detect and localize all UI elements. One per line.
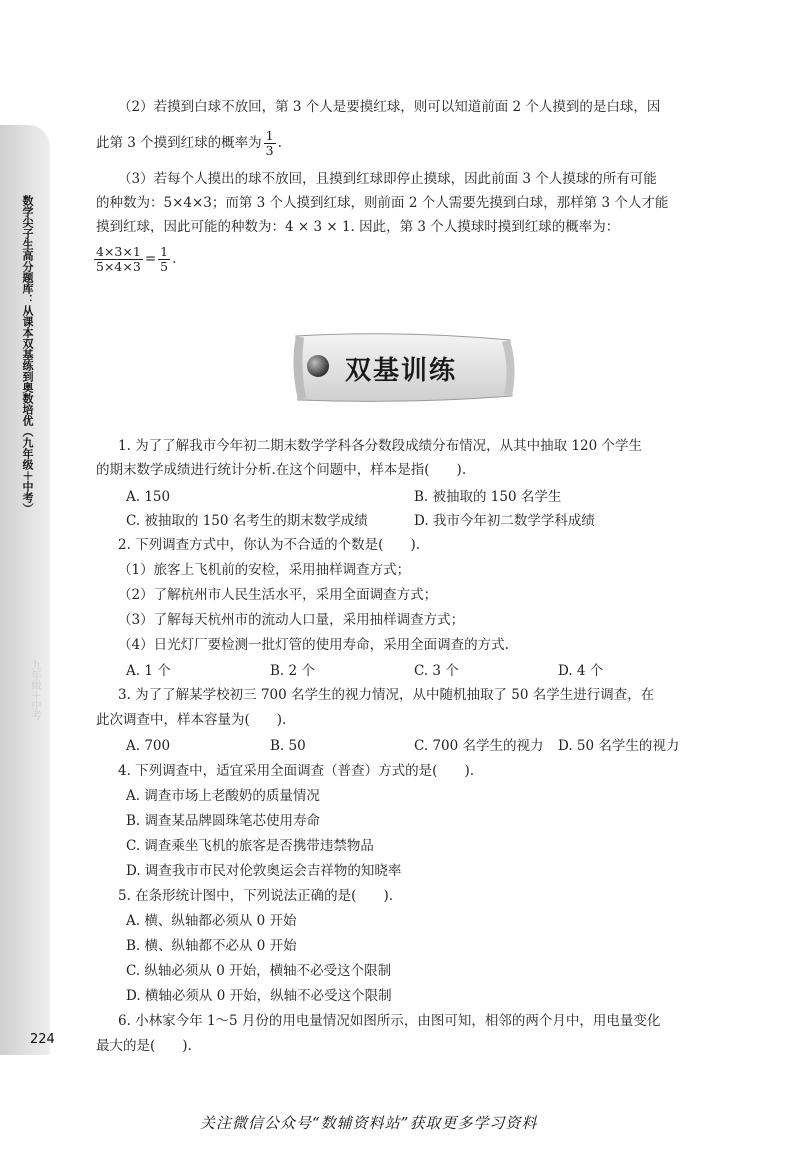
frac-numerator: 1 [265,128,274,143]
solution-p2-text: 此第 3 个摸到红球的概率为 [96,135,262,151]
q6-line1: 6. 小林家今年 1～5 月份的用电量情况如图所示，由图可知，相邻的两个月中，用电量变化 [118,1013,661,1029]
frac-denominator: 5×4×3 [96,259,141,274]
q3-line2: 此次调查中，样本容量为( ). [96,712,287,728]
q2-item3: （3）了解每天杭州市的流动人口量，采用抽样调查方式； [118,612,465,628]
q3-option-c: C. 700 名学生的视力 [414,738,544,754]
solution-p2-line1: （2）若摸到白球不放回，第 3 个人是要摸红球，则可以知道前面 2 个人摸到的是白球，因 [118,99,661,115]
q5-line1: 5. 在条形统计图中，下列说法正确的是( ). [118,888,393,904]
ball-icon [307,355,329,377]
q1-option-b: B. 被抽取的 150 名学生 [414,489,562,505]
solution-p3-fraction-line [92,244,176,274]
solution-p2-line2 [96,128,282,158]
book-title-vertical: 数学尖子生高分题库：从课本双基练到奥数培优（九年级＋中考） [21,195,34,514]
q2-line1: 2. 下列调查方式中，你认为不合适的个数是( ). [118,537,420,553]
q3-line1: 3. 为了了解某学校初三 700 名学生的视力情况，从中随机抽取了 50 名学生进行调查，在 [118,687,655,703]
q2-option-d: D. 4 个 [558,663,604,679]
q3-option-d: D. 50 名学生的视力 [558,738,680,754]
q1-line2: 的期末数学成绩进行统计分析.在这个问题中，样本是指( ). [96,462,467,478]
q2-option-b: B. 2 个 [270,663,315,679]
solution-p3-line1: （3）若每个人摸出的球不放回，且摸到红球即停止摸球，因此前面 3 个人摸球的所有可能 [118,171,657,187]
period: . [277,135,282,151]
solution-p3-line3: 摸到红球，因此可能的种数为：4 × 3 × 1. 因此，第 3 个人摸球时摸到红球的概率为： [96,219,620,235]
section-title: 双基训练 [345,356,458,386]
page-number: 224 [30,1032,55,1047]
watermark: 九年级＋中考 [29,660,40,720]
solution-p3-line2: 的种数为：5×4×3；而第 3 个人摸到红球，则前面 2 个人需要先摸到白球，那样第 3 个人才能 [96,195,669,211]
q5-option-a: A. 横、纵轴都必须从 0 开始 [126,913,297,929]
period: . [172,251,177,267]
q2-item4: （4）日光灯厂要检测一批灯管的使用寿命，采用全面调查的方式. [118,637,509,653]
q1-line1: 1. 为了了解我市今年初二期末数学学科各分数段成绩分布情况，从其中抽取 120 个学生 [118,438,643,454]
fraction-product [94,245,143,274]
footer-note: 关注微信公众号“数辅资料站”获取更多学习资料 [200,1114,538,1132]
q1-option-a: A. 150 [126,489,171,505]
q3-option-b: B. 50 [270,738,306,754]
q4-option-a: A. 调查市场上老酸奶的质量情况 [126,788,320,804]
fraction-one-third [264,129,276,158]
q5-option-c: C. 纵轴必须从 0 开始，横轴不必受这个限制 [126,963,392,979]
equals-sign: = [144,251,157,267]
frac-denominator: 3 [265,143,274,158]
q4-option-d: D. 调查我市市民对伦敦奥运会吉祥物的知晓率 [126,863,402,879]
frac-denominator: 5 [160,259,169,274]
q6-line2: 最大的是( ). [96,1038,192,1054]
q1-option-d: D. 我市今年初二数学学科成绩 [414,513,595,529]
frac-numerator: 4×3×1 [96,244,141,259]
q4-option-b: B. 调查某品牌圆珠笔芯使用寿命 [126,813,321,829]
q4-option-c: C. 调查乘坐飞机的旅客是否携带违禁物品 [126,838,374,854]
q2-option-c: C. 3 个 [414,663,459,679]
q4-line1: 4. 下列调查中，适宜采用全面调查（普查）方式的是( ). [118,763,474,779]
q5-option-b: B. 横、纵轴都不必从 0 开始 [126,938,297,954]
q3-option-a: A. 700 [126,738,171,754]
q1-option-c: C. 被抽取的 150 名考生的期末数学成绩 [126,513,368,529]
q2-option-a: A. 1 个 [126,663,171,679]
q2-item2: （2）了解杭州市人民生活水平，采用全面调查方式； [118,587,438,603]
frac-numerator: 1 [160,244,169,259]
q2-item1: （1）旅客上飞机前的安检，采用抽样调查方式； [118,562,411,578]
fraction-one-fifth [158,245,170,274]
q5-option-d: D. 横轴必须从 0 开始，纵轴不必受这个限制 [126,988,392,1004]
